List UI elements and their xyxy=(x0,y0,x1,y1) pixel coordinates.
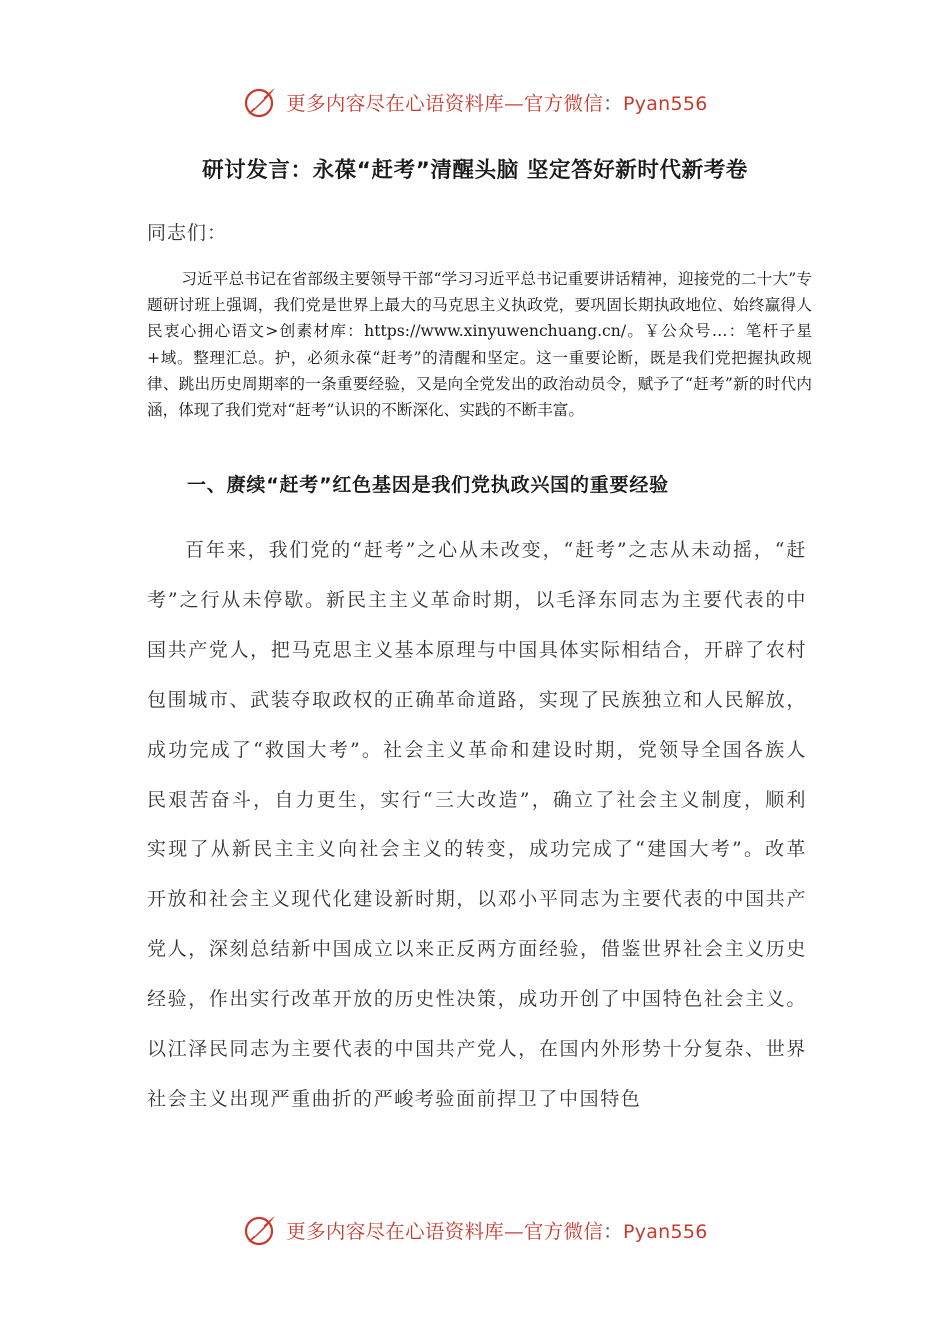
intro-text: 习近平总书记在省部级主要领导干部“学习习近平总书记重要讲话精神，迎接党的二十大”专题研讨班上强调，我们党是世界上最大的马克思主义执政党，要巩固长期执政地位、始终赢得人民衷心拥心语文>创素材库：https://www.xinyuwenchuang.cn/。￥公众号…：笔杆子星+域。整理汇总。护，必须永葆“赶考”的清醒和坚定。这一重要论断，既是我们党把握执政规律、跳出历史周期率的一条重要经验，又是向全党发出的政治动员令，赋予了“赶考”新的时代内涵，体现了我们党对“赶考”认识的不断深化、实践的不断丰富。 xyxy=(147,270,812,420)
wechat-id: Pyan556 xyxy=(622,93,708,115)
watermark-banner-top xyxy=(0,80,950,124)
wechat-id: Pyan556 xyxy=(622,1221,708,1243)
watermark-text: 更多内容尽在心语资料库—官方微信：Pyan556 xyxy=(286,92,708,115)
quill-logo-icon xyxy=(242,84,278,120)
watermark-text: 更多内容尽在心语资料库—官方微信：Pyan556 xyxy=(286,1220,708,1243)
body-paragraph xyxy=(147,526,807,1125)
body-text: 百年来，我们党的“赶考”之心从未改变，“赶考”之志从未动摇，“赶考”之行从未停歇。新民主主义革命时期，以毛泽东同志为主要代表的中国共产党人，把马克思主义基本原理与中国具体实际相结合，开辟了农村包围城市、武装夺取政权的正确革命道路，实现了民族独立和人民解放，成功完成了“救国大考”。社会主义革命和建设时期，党领导全国各族人民艰苦奋斗，自力更生，实行“三大改造”，确立了社会主义制度，顺利实现了从新民主主义向社会主义的转变，成功完成了“建国大考”。改革开放和社会主义现代化建设新时期，以邓小平同志为主要代表的中国共产党人，深刻总结新中国成立以来正反两方面经验，借鉴世界社会主义历史经验，作出实行改革开放的历史性决策，成功开创了中国特色社会主义。以江泽民同志为主要代表的中国共产党人，在国内外形势十分复杂、世界社会主义出现严重曲折的严峻考验面前捍卫了中国特色 xyxy=(147,539,807,1110)
quill-logo-icon xyxy=(242,1212,278,1248)
watermark-banner-bottom xyxy=(0,1208,950,1252)
salutation: 同志们： xyxy=(147,222,228,244)
section-heading: 一、赓续“赶考”红色基因是我们党执政兴国的重要经验 xyxy=(187,474,669,496)
intro-paragraph xyxy=(147,266,812,423)
page-title: 研讨发言：永葆“赶考”清醒头脑 坚定答好新时代新考卷 xyxy=(202,158,748,183)
